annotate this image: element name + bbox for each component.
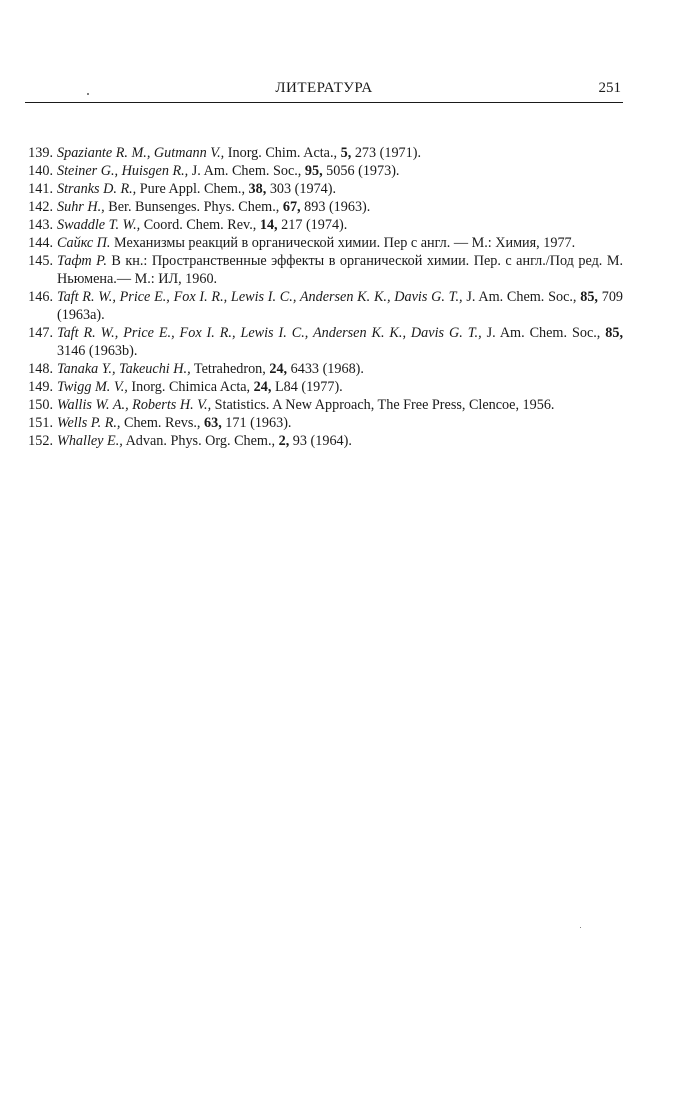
reference-text xyxy=(53,216,623,234)
reference-pages-year: 171 (1963). xyxy=(225,415,292,431)
reference-pages-year: L84 (1977). xyxy=(274,379,343,395)
reference-source: Ber. Bunsenges. Phys. Chem., xyxy=(108,199,280,215)
reference-text xyxy=(53,252,623,288)
reference-number: 140. xyxy=(28,163,53,179)
reference-text xyxy=(53,144,623,162)
reference-source: Tetrahedron, xyxy=(193,361,266,377)
reference-text xyxy=(53,324,623,360)
reference-volume: 2, xyxy=(278,433,290,449)
reference-item xyxy=(25,360,623,378)
reference-authors: Тафт Р. xyxy=(57,253,107,269)
reference-item xyxy=(25,234,623,252)
reference-source: Statistics. A New Approach, The Free Press, Clencoe, 1956. xyxy=(214,397,555,413)
reference-volume: 24, xyxy=(253,379,272,395)
reference-item xyxy=(25,198,623,216)
reference-source: Advan. Phys. Org. Chem., xyxy=(125,433,276,449)
reference-volume: 5, xyxy=(340,145,352,161)
reference-volume: 24, xyxy=(269,361,288,377)
reference-source: Inorg. Chimica Acta, xyxy=(131,379,251,395)
reference-volume: 14, xyxy=(259,217,278,233)
reference-authors: Сайкс П. xyxy=(57,235,111,251)
reference-number: 148. xyxy=(28,361,53,377)
reference-item xyxy=(25,288,623,324)
reference-authors: Tanaka Y., Takeuchi H., xyxy=(57,361,191,377)
reference-pages-year: 217 (1974). xyxy=(281,217,348,233)
reference-source: J. Am. Chem. Soc., xyxy=(486,325,601,341)
reference-number: 141. xyxy=(28,181,53,197)
reference-pages-year: 6433 (1968). xyxy=(290,361,364,377)
reference-pages-year: 273 (1971). xyxy=(354,145,422,161)
reference-authors: Wells P. R., xyxy=(57,415,121,431)
reference-authors: Swaddle T. W., xyxy=(57,217,141,233)
reference-pages-year: 5056 (1973). xyxy=(326,163,400,179)
reference-item xyxy=(25,252,623,288)
reference-pages-year: 893 (1963). xyxy=(304,199,371,215)
reference-pages-year: 709 (1963a). xyxy=(57,289,623,323)
reference-authors: Stranks D. R., xyxy=(57,181,137,197)
reference-authors: Taft R. W., Price E., Fox I. R., Lewis I. C., Andersen K. K., Davis G. T., xyxy=(57,289,463,305)
reference-text xyxy=(53,360,623,378)
reference-pages-year: 303 (1974). xyxy=(269,181,337,197)
reference-text xyxy=(53,378,623,396)
reference-text xyxy=(53,234,623,252)
reference-source: Coord. Chem. Rev., xyxy=(143,217,257,233)
reference-item xyxy=(25,414,623,432)
print-speck xyxy=(580,927,581,928)
reference-number: 144. xyxy=(28,235,53,251)
reference-source: Pure Appl. Chem., xyxy=(139,181,245,197)
reference-source: J. Am. Chem. Soc., xyxy=(191,163,302,179)
reference-number: 151. xyxy=(28,415,53,431)
reference-volume: 38, xyxy=(248,181,267,197)
reference-text xyxy=(53,414,623,432)
reference-number: 139. xyxy=(28,145,53,161)
reference-authors: Wallis W. A., Roberts H. V., xyxy=(57,397,212,413)
reference-source: J. Am. Chem. Soc., xyxy=(466,289,577,305)
reference-source: Механизмы реакций в органической химии. Пер с англ. — М.: Химия, 1977. xyxy=(114,235,576,251)
reference-text xyxy=(53,288,623,324)
reference-text xyxy=(53,162,623,180)
reference-authors: Suhr H., xyxy=(57,199,105,215)
reference-volume: 85, xyxy=(580,289,598,305)
reference-item xyxy=(25,396,623,414)
reference-volume: 85, xyxy=(605,325,624,341)
page-number: 251 xyxy=(598,80,621,96)
reference-pages-year: 3146 (1963b). xyxy=(57,343,138,359)
reference-authors: Taft R. W., Price E., Fox I. R., Lewis I. C., Andersen K. K., Davis G. T., xyxy=(57,325,482,341)
reference-text xyxy=(53,396,623,414)
reference-text xyxy=(53,432,623,450)
reference-item xyxy=(25,180,623,198)
reference-number: 147. xyxy=(28,325,53,341)
running-title: ЛИТЕРАТУРА xyxy=(275,80,373,96)
reference-number: 145. xyxy=(28,253,53,269)
reference-source: Chem. Revs., xyxy=(124,415,201,431)
reference-item xyxy=(25,144,623,162)
reference-volume: 63, xyxy=(204,415,222,431)
reference-number: 142. xyxy=(28,199,53,215)
reference-authors: Spaziante R. M., Gutmann V., xyxy=(57,145,225,161)
reference-item xyxy=(25,324,623,360)
reference-number: 143. xyxy=(28,217,53,233)
reference-text xyxy=(53,198,623,216)
reference-list xyxy=(25,144,623,450)
reference-volume: 95, xyxy=(304,163,323,179)
reference-source: Inorg. Chim. Acta., xyxy=(227,145,338,161)
reference-pages-year: 93 (1964). xyxy=(292,433,352,449)
reference-source: В кн.: Пространственные эффекты в органической химии. Пер. с англ./Под ред. М. Ньюмена.— М.: ИЛ, 1960. xyxy=(57,253,623,287)
reference-number: 150. xyxy=(28,397,53,413)
running-head xyxy=(25,80,623,103)
reference-number: 152. xyxy=(28,433,53,449)
reference-item xyxy=(25,432,623,450)
reference-number: 146. xyxy=(28,289,53,305)
reference-item xyxy=(25,216,623,234)
reference-number: 149. xyxy=(28,379,53,395)
reference-authors: Twigg M. V., xyxy=(57,379,128,395)
reference-authors: Whalley E., xyxy=(57,433,123,449)
reference-authors: Steiner G., Huisgen R., xyxy=(57,163,189,179)
reference-item xyxy=(25,162,623,180)
reference-text xyxy=(53,180,623,198)
reference-volume: 67, xyxy=(282,199,301,215)
reference-item xyxy=(25,378,623,396)
